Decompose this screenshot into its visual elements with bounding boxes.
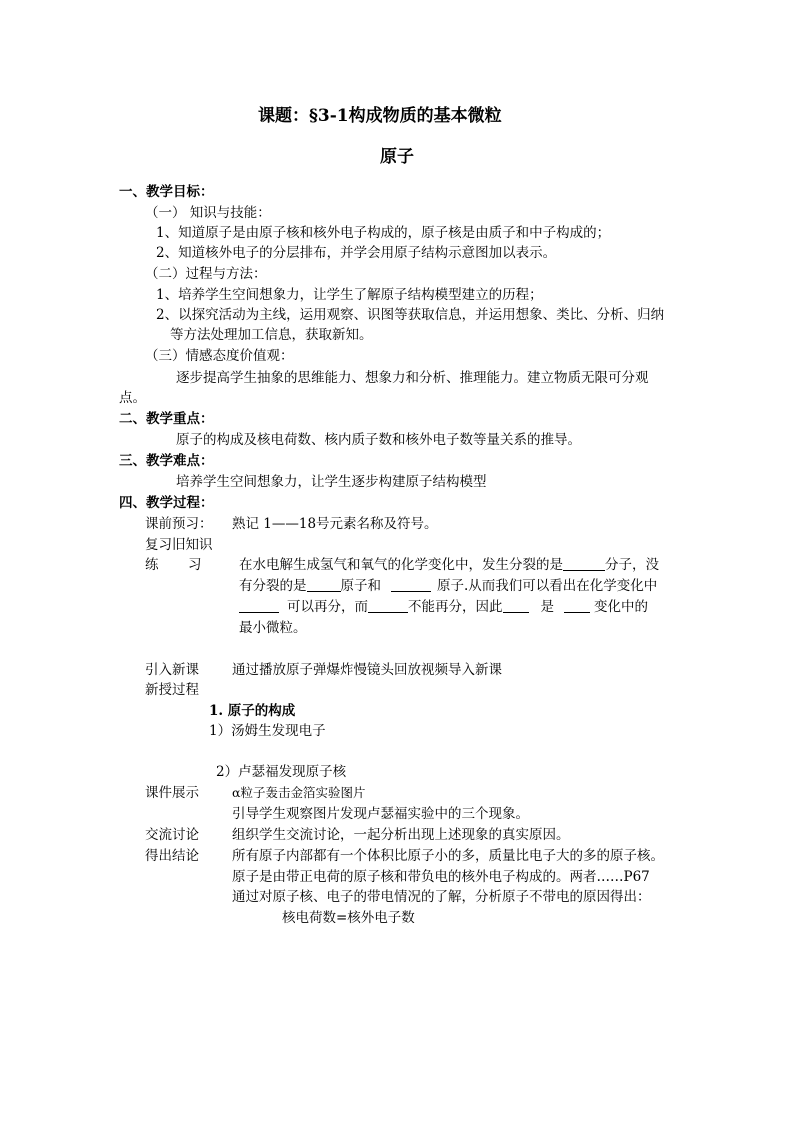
exercise-text: 变化中的 xyxy=(594,599,648,615)
knowledge-item-2: 2、知道核外电子的分层排布，并学会用原子结构示意图加以表示。 xyxy=(156,245,557,261)
conclusion-label: 得出结论 xyxy=(145,848,199,864)
discuss-label: 交流讨论 xyxy=(145,827,199,843)
discuss-text: 组织学生交流讨论，一起分析出现上述现象的真实原因。 xyxy=(232,827,570,843)
exercise-text: 原子.从而我们可以看出在化学变化中 xyxy=(437,578,658,594)
section-4-heading: 四、教学过程： xyxy=(119,495,214,511)
exercise-text: 有分裂的是 xyxy=(239,578,307,594)
subsection-knowledge: （一） 知识与技能： xyxy=(145,205,271,221)
guide-text: 引导学生观察图片发现卢瑟福实验中的三个现象。 xyxy=(232,806,529,822)
conclusion-line-3: 通过对原子核、电子的带电情况的了解，分析原子不带电的原因得出： xyxy=(232,889,651,905)
intro-text: 通过播放原子弹爆炸慢镜头回放视频导入新课 xyxy=(232,662,502,678)
conclusion-line-2: 原子是由带正电荷的原子核和带负电的核外电子构成的。两者……P67 xyxy=(232,869,650,885)
exercise-text: 可以再分，而 xyxy=(287,599,368,615)
key-points-text: 原子的构成及核电荷数、核内质子数和核外电子数等量关系的推导。 xyxy=(176,432,581,448)
process-item-2-line1: 2、以探究活动为主线，运用观察、识图等获取信息，并运用想象、类比、分析、归纳 xyxy=(156,307,665,323)
preview-label: 课前预习： xyxy=(145,516,213,532)
attitude-text-line1: 逐步提高学生抽象的思维能力、想象力和分析、推理能力。建立物质无限可分观 xyxy=(176,370,649,386)
charge-formula: 核电荷数=核外电子数 xyxy=(282,910,415,926)
exercise-line-4: 最小微粒。 xyxy=(239,620,307,636)
fill-blank[interactable] xyxy=(564,598,590,613)
subsection-process: （二）过程与方法： xyxy=(145,266,267,282)
preview-text: 熟记 1——18号元素名称及符号。 xyxy=(232,516,438,532)
page-title: 课题：§3-1构成物质的基本微粒 xyxy=(258,106,502,126)
difficulty-text: 培养学生空间想象力，让学生逐步构建原子结构模型 xyxy=(176,474,487,490)
intro-label: 引入新课 xyxy=(145,662,199,678)
knowledge-item-1: 1、知道原子是由原子核和核外电子构成的，原子核是由质子和中子构成的； xyxy=(156,225,611,241)
exercise-text: 在水电解生成氢气和氧气的化学变化中，发生分裂的是 xyxy=(239,557,563,573)
fill-blank[interactable] xyxy=(368,598,408,613)
practice-label-a: 练 xyxy=(145,557,159,573)
process-item-1: 1、培养学生空间想象力，让学生了解原子结构模型建立的历程； xyxy=(156,287,543,303)
exercise-text: 原子和 xyxy=(340,578,381,594)
thomson-item: 1）汤姆生发现电子 xyxy=(209,723,326,739)
attitude-text-line2: 点。 xyxy=(119,390,146,406)
rutherford-item: 2）卢瑟福发现原子核 xyxy=(216,764,347,780)
exercise-text: 分子，没 xyxy=(605,557,659,573)
fill-blank[interactable] xyxy=(391,577,431,592)
exercise-line-2 xyxy=(239,577,657,595)
fill-blank[interactable] xyxy=(503,598,529,613)
courseware-label: 课件展示 xyxy=(145,785,199,801)
courseware-text: α粒子轰击金箔实验图片 xyxy=(232,785,366,800)
review-label: 复习旧知识 xyxy=(145,537,213,553)
fill-blank[interactable] xyxy=(307,577,341,592)
exercise-line-3 xyxy=(239,598,648,616)
fill-blank[interactable] xyxy=(239,598,279,613)
subsection-attitude: （三）情感态度价值观： xyxy=(145,348,294,364)
section-2-heading: 二、教学重点： xyxy=(119,411,214,427)
fill-blank[interactable] xyxy=(563,556,605,571)
process-item-2-line2: 等方法处理加工信息，获取新知。 xyxy=(170,327,373,343)
exercise-line-1 xyxy=(239,556,659,574)
practice-label-b: 习 xyxy=(188,557,202,573)
atom-structure-heading: 1. 原子的构成 xyxy=(209,703,296,719)
page-subtitle: 原子 xyxy=(380,147,414,167)
exercise-text: 不能再分，因此 xyxy=(408,599,503,615)
conclusion-line-1: 所有原子内部都有一个体积比原子小的多，质量比电子大的多的原子核。 xyxy=(232,848,664,864)
section-1-heading: 一、教学目标： xyxy=(119,184,214,200)
new-lesson-label: 新授过程 xyxy=(145,682,199,698)
section-3-heading: 三、教学难点： xyxy=(119,453,214,469)
exercise-text: 是 xyxy=(540,599,554,615)
